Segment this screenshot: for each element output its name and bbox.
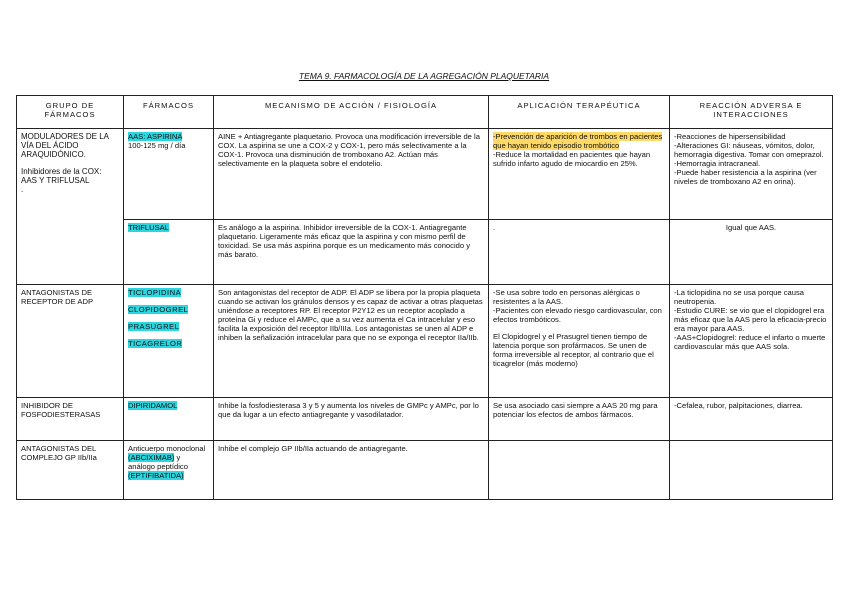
mech-cell-gp: Inhibe el complejo GP IIb/IIa actuando de antiagregante. — [214, 441, 489, 500]
app-adp-item: -Se usa sobre todo en personas alérgicas o resistentes a la AAS. — [493, 288, 640, 306]
header-aplicacion: APLICACIÓN TERAPÉUTICA — [489, 96, 670, 129]
adv-aas-item: -Puede haber resistencia a la aspirina (ver niveles de tromboxano A2 en orina). — [674, 168, 817, 186]
group-cell-cox — [17, 129, 124, 285]
drug-triflusal-name: TRIFLUSAL — [128, 223, 169, 232]
app-aas-rest: -Reduce la mortalidad en pacientes que hayan sufrido infarto agudo de miocardio en 25%. — [493, 150, 651, 168]
drug-cell-gp — [124, 441, 214, 500]
adv-aas-item: -Alteraciones GI: náuseas, vómitos, dolor, hemorragia digestiva. Tomar con omeprazol. — [674, 141, 824, 159]
pharmacology-table — [16, 95, 833, 500]
app-aas-highlight: -Prevención de aparición de trombos en pacientes que hayan tenido episodio trombótico — [493, 132, 663, 150]
drug-cell-aas — [124, 129, 214, 220]
adv-cell-triflusal: Igual que AAS. — [670, 220, 833, 285]
header-reaccion: REACCIÓN ADVERSA E INTERACCIONES — [670, 96, 833, 129]
group-cox-sub: Inhibidores de la COX: AAS Y TRIFLUSAL — [21, 167, 102, 185]
group-cell-gp: ANTAGONISTAS DEL COMPLEJO GP IIb/IIa — [17, 441, 124, 500]
mech-cell-adp: Son antagonistas del receptor de ADP. El ADP se libera por la propia plaqueta cuando se activan los gránulos densos y es capaz de activar a otras plaquetas uniéndose a receptores RP. El receptor P2Y12 es un receptor acoplado a proteína Gi y reduce el AMPc, que a su vez aumenta el Ca intracelular y eso facilita la exposición del receptor IIb/IIIa. Los antagonistas se unen al ADP e inhiben la señalización intracelular para que no se exponga el receptor IIa/IIb. — [214, 285, 489, 398]
adv-adp-item: -La ticlopidina no se usa porque causa neutropenia. — [674, 288, 805, 306]
table-row — [17, 129, 833, 220]
drug-ticlopidina: TICLOPIDINA — [128, 288, 182, 297]
mech-cell-pde: Inhibe la fosfodiesterasa 3 y 5 y aumenta los niveles de GMPc y AMPc, por lo que da lugar a un efecto antiagregante y vasodilatador. — [214, 398, 489, 441]
drug-clopidogrel: CLOPIDOGREL — [128, 305, 189, 314]
table-row — [17, 285, 833, 398]
header-grupo: GRUPO DE FÁRMACOS — [17, 96, 124, 129]
app-adp-item: -Pacientes con elevado riesgo cardiovascular, con efectos trombóticos. — [493, 306, 662, 324]
drug-dipiridamol: DIPIRIDAMOL — [128, 401, 178, 410]
drug-aas-name: AAS: ASPIRINA — [128, 132, 183, 141]
adv-aas-item: -Hemorragia intracraneal. — [674, 159, 761, 168]
mech-cell-triflusal: Es análogo a la aspirina. Inhibidor irreversible de la COX-1. Antiagregante plaquetario. Ligeramente más eficaz que la aspirina y con mismo perfil de toxicidad. Se usa más aspirina porque es un medicamento más conocido y más barato. — [214, 220, 489, 285]
group-cell-pde: INHIBIDOR DE FOSFODIESTERASAS — [17, 398, 124, 441]
drug-cell-triflusal — [124, 220, 214, 285]
drug-aas-dose: 100-125 mg / día — [128, 141, 186, 150]
app-cell-aas — [489, 129, 670, 220]
adv-aas-item: -Reacciones de hipersensibilidad — [674, 132, 786, 141]
adv-cell-adp — [670, 285, 833, 398]
app-adp-item: El Clopidogrel y el Prasugrel tienen tiempo de latencia porque son profármacos. Se unen de forma irreversible al receptor, al contrario que el ticagrelor (más moderno) — [493, 332, 654, 368]
table-row — [17, 220, 833, 285]
drug-gp-pre: Anticuerpo monoclonal — [128, 444, 206, 453]
drug-eptifibatida: (EPTIFIBATIDA) — [128, 471, 184, 480]
app-cell-gp — [489, 441, 670, 500]
adv-cell-aas — [670, 129, 833, 220]
header-row — [17, 96, 833, 129]
app-cell-pde: Se usa asociado casi siempre a AAS 20 mg para potenciar los efectos de ambos fármacos. — [489, 398, 670, 441]
group-cox-title: MODULADORES DE LA VÍA DEL ÁCIDO ARAQUIDÓNICO. — [21, 132, 109, 159]
drug-gp-mid: y análogo peptídico — [128, 453, 188, 471]
group-cell-adp: ANTAGONISTAS DE RECEPTOR DE ADP — [17, 285, 124, 398]
header-mecanismo: MECANISMO DE ACCIÓN / FISIOLOGÍA — [214, 96, 489, 129]
drug-cell-pde — [124, 398, 214, 441]
table-row — [17, 398, 833, 441]
app-cell-adp — [489, 285, 670, 398]
drug-prasugrel: PRASUGREL — [128, 322, 180, 331]
header-farmacos: FÁRMACOS — [124, 96, 214, 129]
group-cox-dot: . — [21, 185, 24, 194]
mech-cell-aas: AINE + Antiagregante plaquetario. Provoca una modificación irreversible de la COX. La aspirina se une a COX-2 y COX-1, pero más selectivamente a la COX-1. Provoca una disminución de tromboxano A2. Actúan más selectivamente en la plaqueta sobre el endotelio. — [214, 129, 489, 220]
adv-adp-item: -AAS+Clopidogrel: reduce el infarto o muerte cardiovascular más que AAS sola. — [674, 333, 826, 351]
app-cell-triflusal: . — [489, 220, 670, 285]
adv-cell-pde: -Cefalea, rubor, palpitaciones, diarrea. — [670, 398, 833, 441]
document-title: TEMA 9. FARMACOLOGÍA DE LA AGREGACIÓN PLAQUETARIA — [298, 71, 550, 81]
adv-cell-gp — [670, 441, 833, 500]
drug-cell-adp — [124, 285, 214, 398]
adv-adp-item: -Estudio CURE: se vio que el clopidogrel era más eficaz que la AAS pero la eficacia-precio era mayor para AAS. — [674, 306, 827, 333]
drug-abciximab: (ABCIXIMAB) — [128, 453, 175, 462]
drug-ticagrelor: TICAGRELOR — [128, 339, 183, 348]
table-row — [17, 441, 833, 500]
